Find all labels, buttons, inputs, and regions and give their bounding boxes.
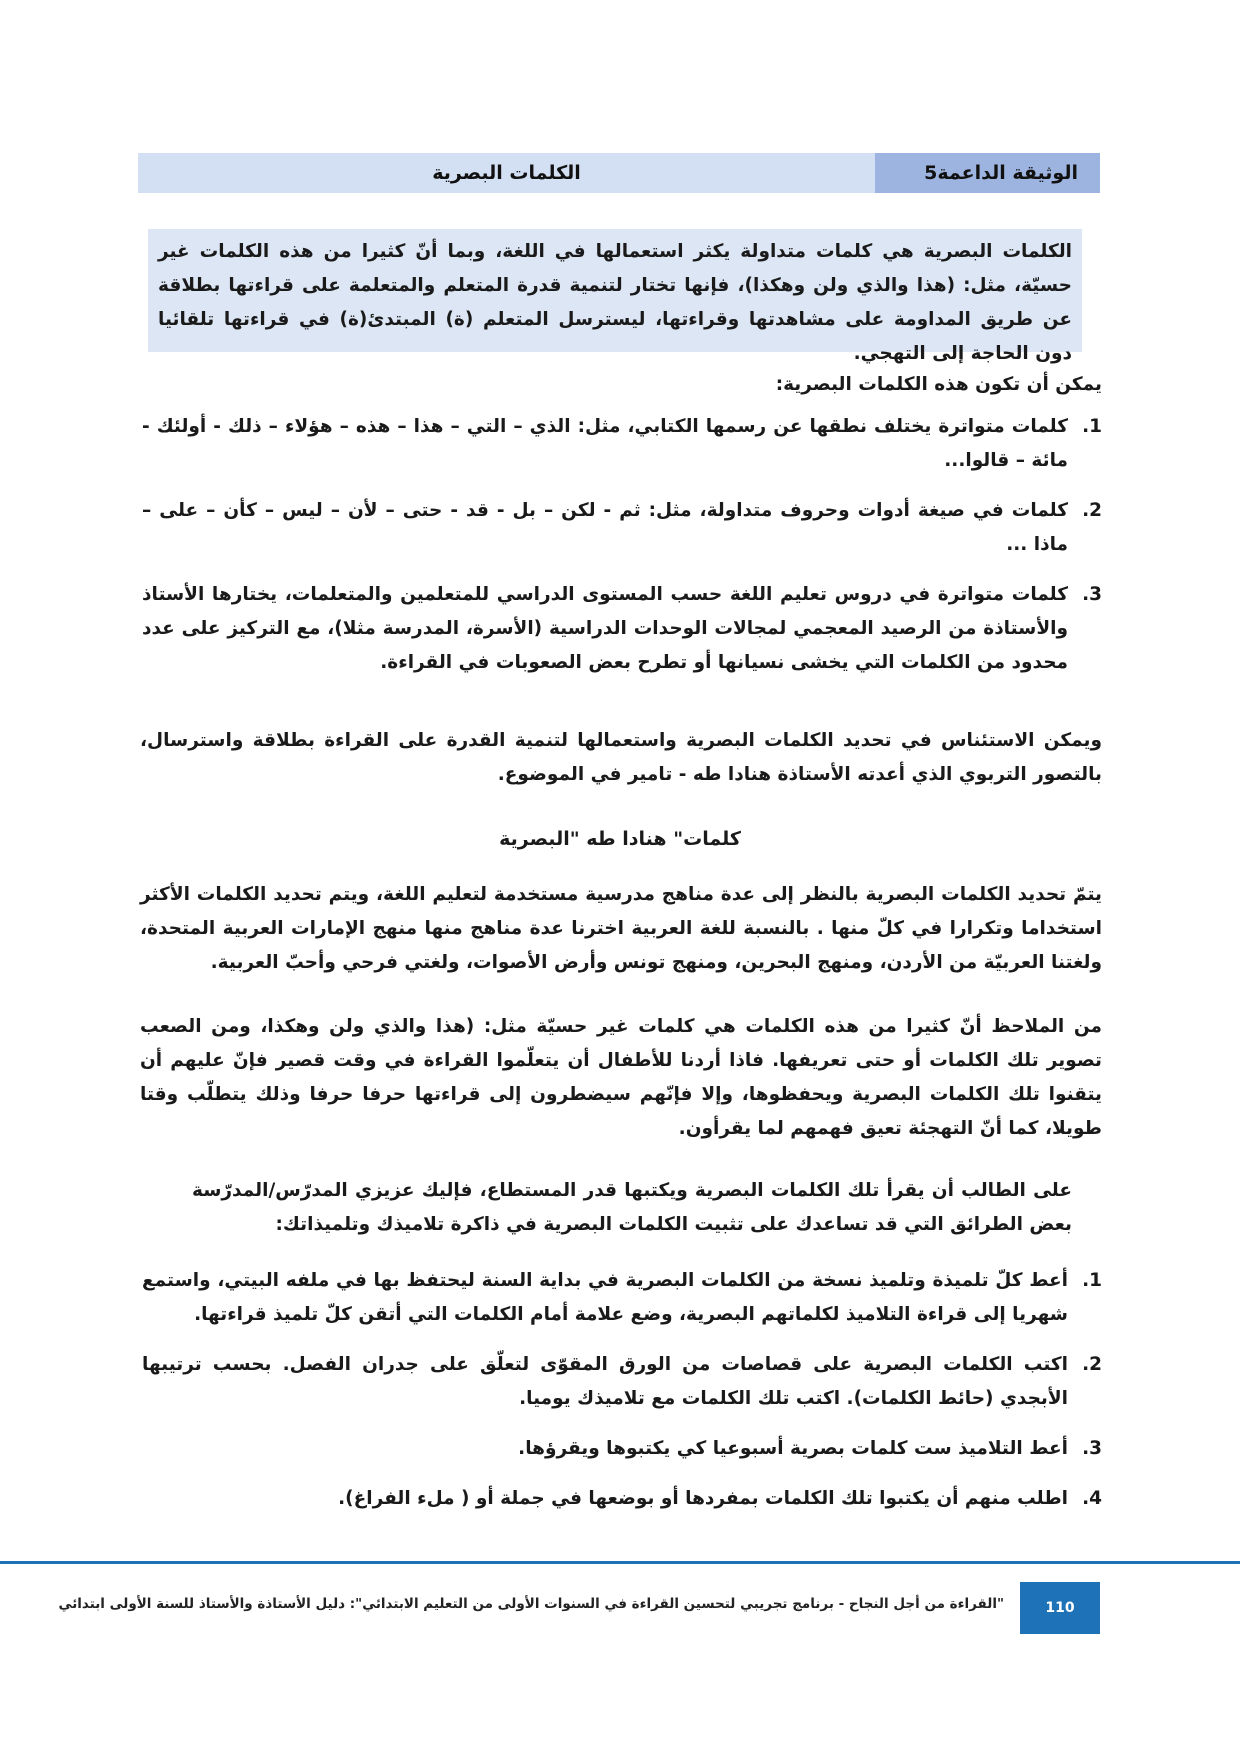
paragraph-observation: من الملاحظ أنّ كثيرا من هذه الكلمات هي كلمات غير حسيّة مثل: (هذا والذي ولن وهكذا، ومن الصعب تصوير تلك الكلمات أو حتى تعريفها. فاذا أردنا للأطفال أن يتعلّموا القراءة في وقت قصير فإنّ عليهم أن يتقنوا تلك الكلمات البصرية ويحفظوها، وإلا فإنّهم سيضطرون إلى قراءتها حرفا حرفا وذلك يتطلّب وقتا طويلا، كما أنّ التهجئة تعيق فهمهم لما يقرأون.: [140, 1016, 1102, 1139]
footer-divider: [0, 1561, 1240, 1564]
paragraph-methods-intro: على الطالب أن يقرأ تلك الكلمات البصرية ويكتبها قدر المستطاع، فإليك عزيزي المدرّس/المدرّسة بعض الطرائق التي قد تساعدك على تثبيت الكلمات البصرية في ذاكرة تلاميذك وتلميذاتك:: [192, 1180, 1072, 1235]
list-item-number: 2.: [1082, 500, 1102, 521]
usage-paragraph: ويمكن الاستئناس في تحديد الكلمات البصرية واستعمالها لتنمية القدرة على القراءة بطلاقة واسترسال، بالتصور التربوي الذي أعدته الأستاذة هنادا طه - تامير في الموضوع.: [140, 730, 1102, 785]
word-types-list: [142, 410, 1102, 696]
list-item: [142, 494, 1102, 562]
list-lead-text: يمكن أن تكون هذه الكلمات البصرية:: [775, 374, 1102, 395]
list-item-number: 3.: [1082, 1438, 1102, 1459]
list-item-text: اكتب الكلمات البصرية على قصاصات من الورق المقوّى لتعلّق على جدران الفصل. بحسب ترتيبها الأبجدي (حائط الكلمات). اكتب تلك الكلمات مع تلاميذك يوميا.: [142, 1354, 1068, 1409]
list-item-text: اطلب منهم أن يكتبوا تلك الكلمات بمفردها أو بوضعها في جملة أو ( ملء الفراغ).: [338, 1488, 1068, 1509]
footer-book-title: "القراءة من أجل النجاح - برنامج تجريبي لتحسين القراءة في السنوات الأولى من التعليم الابتدائي": دليل الأستاذة والأستاذ للسنة الأولى ابتدائي: [58, 1596, 1004, 1612]
list-item-number: 4.: [1082, 1488, 1102, 1509]
list-item-number: 2.: [1082, 1354, 1102, 1375]
page-number: 110: [1020, 1582, 1100, 1634]
methods-list: [142, 1264, 1102, 1532]
list-item-text: أعط التلاميذ ست كلمات بصرية أسبوعيا كي يكتبوها ويقرؤها.: [518, 1438, 1068, 1459]
list-item: [142, 1432, 1102, 1466]
list-item: [142, 1348, 1102, 1416]
list-item-text: كلمات في صيغة أدوات وحروف متداولة، مثل: ثم - لكن – بل - قد - حتى – لأن – ليس – كأن – على – ماذا ...: [142, 500, 1068, 555]
page-header: [138, 153, 1100, 193]
list-item-number: 1.: [1082, 1270, 1102, 1291]
list-item-text: أعط كلّ تلميذة وتلميذ نسخة من الكلمات البصرية في بداية السنة ليحتفظ بها في ملفه البيتي، واستمع شهريا إلى قراءة التلاميذ لكلماتهم البصرية، وضع علامة أمام الكلمات التي أتقن كلّ تلميذ قراءتها.: [142, 1270, 1068, 1325]
section-title: الكلمات البصرية: [138, 153, 875, 193]
list-item: [142, 1264, 1102, 1332]
list-item-number: 1.: [1082, 416, 1102, 437]
list-item: [142, 410, 1102, 478]
list-item: [142, 1482, 1102, 1516]
subheading: كلمات" هنادا طه "البصرية: [499, 828, 741, 850]
list-item-text: كلمات متواترة في دروس تعليم اللغة حسب المستوى الدراسي للمتعلمين والمتعلمات، يختارها الأستاذ والأستاذة من الرصيد المعجمي لمجالات الوحدات الدراسية (الأسرة، المدرسة مثلا)، مع التركيز على عدد محدود من الكلمات التي يخشى نسيانها أو تطرح بعض الصعوبات في القراءة.: [142, 584, 1068, 673]
list-item-text: كلمات متواترة يختلف نطقها عن رسمها الكتابي، مثل: الذي – التي – هذا – هذه – هؤلاء – ذلك - أولئك - مائة – قالوا...: [142, 416, 1068, 471]
list-item: [142, 578, 1102, 680]
paragraph-selection: يتمّ تحديد الكلمات البصرية بالنظر إلى عدة مناهج مدرسية مستخدمة لتعليم اللغة، ويتم تحديد الكلمات الأكثر استخداما وتكرارا في كلّ منها . بالنسبة للغة العربية اخترنا عدة مناهج منها منهج الإمارات العربية المتحدة، ولغتنا العربيّة من الأردن، ومنهج البحرين، ومنهج تونس وأرض الأصوات، ولغتي فرحي وأحبّ العربية.: [140, 884, 1102, 973]
document-label: الوثيقة الداعمة5: [875, 153, 1100, 193]
page-footer: [58, 1592, 1100, 1634]
list-item-number: 3.: [1082, 584, 1102, 605]
intro-definition-box: الكلمات البصرية هي كلمات متداولة يكثر استعمالها في اللغة، وبما أنّ كثيرا من هذه الكلمات غير حسيّة، مثل: (هذا والذي ولن وهكذا)، فإنها تختار لتنمية قدرة المتعلم والمتعلمة على قراءتها بطلاقة عن طريق المداومة على مشاهدتها وقراءتها، ليسترسل المتعلم (ة) المبتدئ(ة) في قراءتها تلقائيا دون الحاجة إلى التهجي.: [148, 229, 1082, 352]
